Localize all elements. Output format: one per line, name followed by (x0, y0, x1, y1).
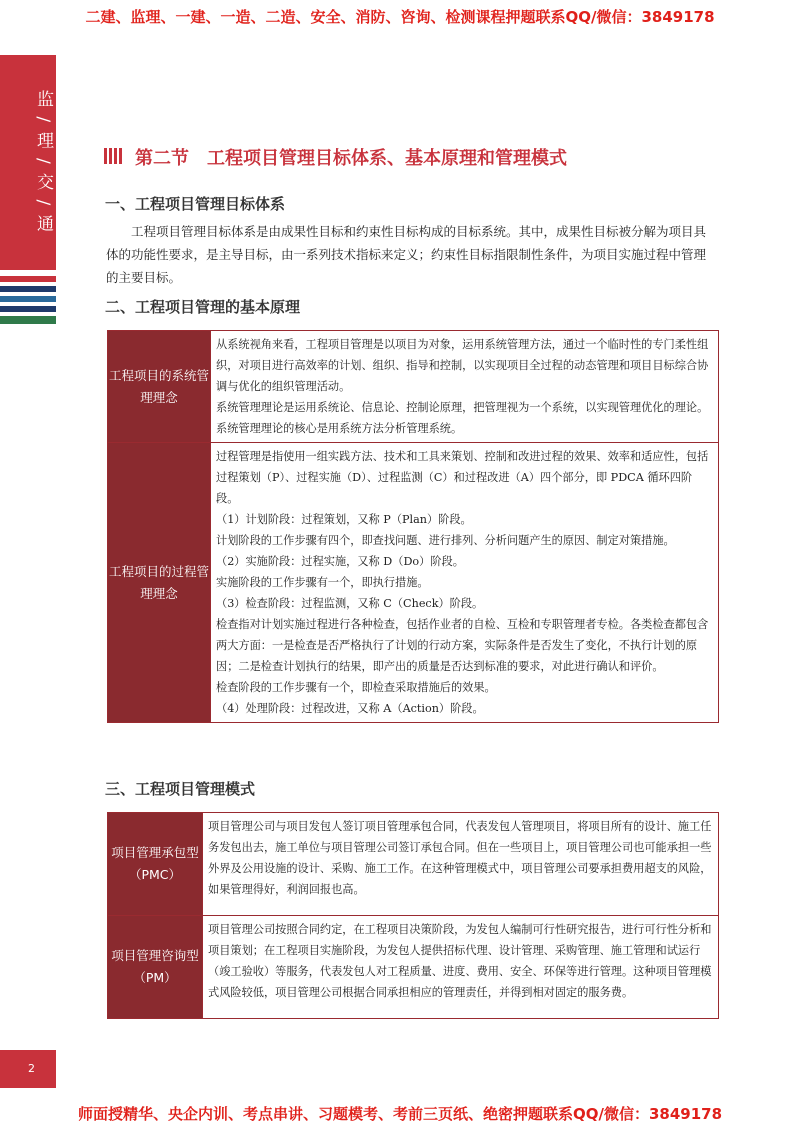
section-bars-icon (104, 148, 124, 168)
stripe-green (0, 316, 56, 324)
stripe-red (0, 276, 56, 282)
body-line: 检查指对计划实施过程进行各种检查，包括作业者的自检、互检和专职管理者专检。各类检查都包含两大方面：一是检查是否严格执行了计划的行动方案，实际条件是否发生了变化，不执行计划的原因；二是检查计划执行的结果，即产出的质量是否达到标准的要求，对此进行确认和评价。 (216, 618, 709, 673)
stripe-navy (0, 286, 56, 292)
body-line: （4）处理阶段：过程改进，又称 A（Action）阶段。 (216, 702, 484, 715)
principles-table (107, 330, 719, 723)
body-line: 实施阶段的工作步骤有一个，即执行措施。 (216, 576, 429, 589)
section-title: 第二节 工程项目管理目标体系、基本原理和管理模式 (135, 148, 567, 169)
stripe-blue (0, 296, 56, 302)
row-body: 项目管理公司按照合同约定，在工程项目决策阶段，为发包人编制可行性研究报告，进行可行性分析和项目策划；在工程项目实施阶段，为发包人提供招标代理、设计管理、采购管理、施工管理和试运行（竣工验收）等服务，代表发包人对工程质量、进度、费用、安全、环保等进行管理。这种项目管理模式风险较低，项目管理公司根据合同承担相应的管理责任，并得到相对固定的服务费。 (203, 916, 719, 1019)
table-row (108, 813, 719, 916)
body-line: 计划阶段的工作步骤有四个，即查找问题、进行排列、分析问题产生的原因、制定对策措施。 (216, 534, 675, 547)
row-head: 工程项目的过程管理理念 (108, 443, 211, 723)
heading-one: 一、工程项目管理目标体系 (105, 195, 286, 213)
row-body: 项目管理公司与项目发包人签订项目管理承包合同，代表发包人管理项目，将项目所有的设计、施工任务发包出去，施工单位与项目管理公司签订承包合同。但在一些项目上，项目管理公司也可能承担一些外界及公用设施的设计、采购、施工工作。在这种管理模式中，项目管理公司要承担费用超支的风险，如果管理得好，利润回报也高。 (203, 813, 719, 916)
modes-table (107, 812, 719, 1019)
body-line: 过程管理是指使用一组实践方法、技术和工具来策划、控制和改进过程的效果、效率和适应性，包括过程策划（P）、过程实施（D）、过程监测（C）和过程改进（A）四个部分，即 PDCA 循环四阶段。 (216, 450, 709, 505)
table-row (108, 443, 719, 723)
row-head: 项目管理咨询型（PM） (108, 916, 203, 1019)
bottom-banner: 师面授精华、央企内训、考点串讲、习题模考、考前三页纸、绝密押题联系QQ/微信：3849178 (77, 1105, 723, 1123)
stripe-navy-2 (0, 306, 56, 312)
row-body (211, 443, 719, 723)
table-row (108, 916, 719, 1019)
row-head: 工程项目的系统管理理念 (108, 331, 211, 443)
side-label: 监 / 理 / 交 / 通 (33, 90, 53, 234)
body-line: （3）检查阶段：过程监测，又称 C（Check）阶段。 (216, 597, 484, 610)
page-number: 2 (28, 1062, 35, 1075)
row-body (211, 331, 719, 443)
heading-three: 三、工程项目管理模式 (105, 780, 256, 798)
heading-two: 二、工程项目管理的基本原理 (105, 298, 301, 316)
intro-paragraph: 工程项目管理目标体系是由成果性目标和约束性目标构成的目标系统。其中，成果性目标被分解为项目具体的功能性要求，是主导目标，由一系列技术指标来定义；约束性目标指限制性条件，为项目实施过程中管理的主要目标。 (106, 224, 707, 285)
body-line: 检查阶段的工作步骤有一个，即检查采取措施后的效果。 (216, 681, 496, 694)
body-line: 系统管理理论是运用系统论、信息论、控制论原理，把管理视为一个系统，以实现管理优化的理论。系统管理理论的核心是用系统方法分析管理系统。 (216, 401, 709, 435)
body-line: （1）计划阶段：过程策划，又称 P（Plan）阶段。 (216, 513, 472, 526)
table-row (108, 331, 719, 443)
row-head: 项目管理承包型（PMC） (108, 813, 203, 916)
body-line: 从系统视角来看，工程项目管理是以项目为对象，运用系统管理方法，通过一个临时性的专门柔性组织，对项目进行高效率的计划、组织、指导和控制，以实现项目全过程的动态管理和项目目标综合协调与优化的组织管理活动。 (216, 338, 709, 393)
top-banner: 二建、监理、一建、一造、二造、安全、消防、咨询、检测课程押题联系QQ/微信：3849178 (85, 8, 715, 26)
body-line: （2）实施阶段：过程实施，又称 D（Do）阶段。 (216, 555, 464, 568)
